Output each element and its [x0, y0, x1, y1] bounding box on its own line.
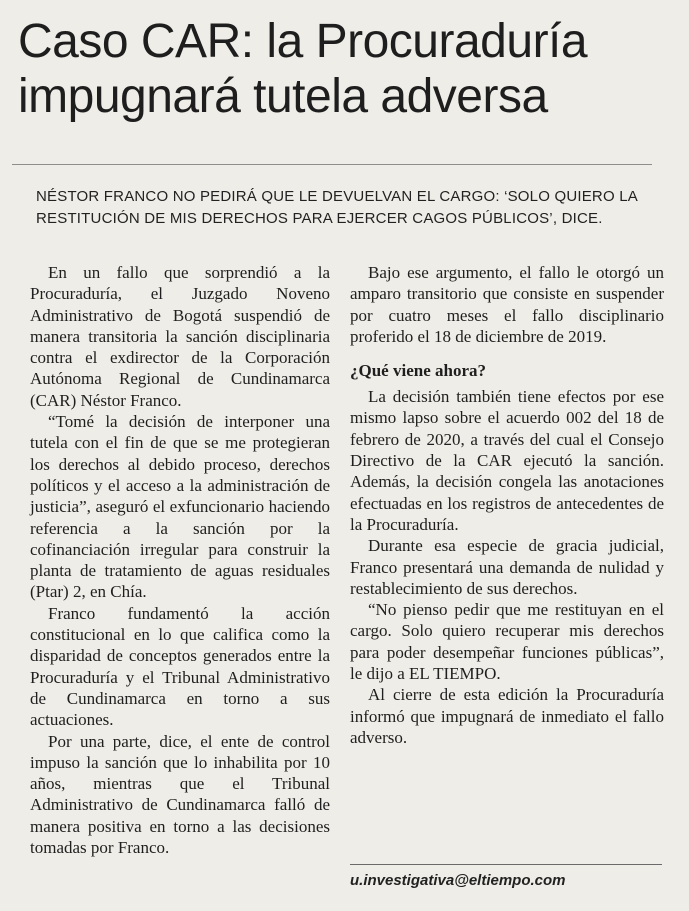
article-deck: NÉSTOR FRANCO NO PEDIRÁ QUE LE DEVUELVAN EL CARGO: ‘SOLO QUIERO LA RESTITUCIÓN DE MIS DERECHOS PARA EJERCER CAGOS PÚBLICOS’, DICE. [36, 188, 638, 227]
body-paragraph: Bajo ese argumento, el fallo le otorgó un amparo transitorio que consiste en suspender por cuatro meses el fallo disciplinario proferido el 18 de diciembre de 2019. [350, 263, 664, 346]
body-paragraph: En un fallo que sorprendió a la Procuraduría, el Juzgado Noveno Administrativo de Bogotá suspendió de manera transitoria la sanción disciplinaria contra el exdirector de la Corporación Autónoma Regional de Cundinamarca (CAR) Néstor Franco. [30, 263, 330, 410]
body-paragraph: Por una parte, dice, el ente de control impuso la sanción que lo inhabilita por 10 años, mientras que el Tribunal Administrativo de Cundinamarca falló de manera positiva en torno a las decisiones tomadas por Franco. [30, 731, 330, 858]
section-subheading: ¿Qué viene ahora? [350, 361, 486, 381]
article-headline: Caso CAR: la Procuraduría impugnará tutela adversa [18, 15, 588, 123]
body-paragraph: La decisión también tiene efectos por ese mismo lapso sobre el acuerdo 002 del 18 de febrero de 2020, a través del cual el Consejo Directivo de la CAR ejecutó la sanción. Además, la decisión congela las anotaciones efectuadas en los registros de antecedentes de la Procuraduría. [350, 387, 664, 534]
article-column-left [30, 262, 330, 858]
body-paragraph: Durante esa especie de gracia judicial, Franco presentará una demanda de nulidad y restablecimiento de sus derechos. [350, 536, 664, 598]
body-paragraph: “No pienso pedir que me restituyan en el cargo. Solo quiero recuperar mis derechos para poder desempeñar funciones públicas”, le dijo a EL TIEMPO. [350, 600, 664, 684]
body-paragraph: “Tomé la decisión de interponer una tutela con el fin de que se me protegieran los derechos al debido proceso, derechos políticos y el acceso a la administración de justicia”, aseguró el exfuncionario haciendo referencia a la sanción por la cofinanciación irregular para construir la planta de tratamiento de aguas residuales (Ptar) 2, en Chía. [30, 412, 330, 602]
author-byline: u.investigativa@eltiempo.com [350, 872, 566, 889]
body-paragraph: Al cierre de esta edición la Procuraduría informó que impugnará de inmediato el fallo adverso. [350, 685, 664, 747]
article-column-right [350, 262, 664, 748]
byline-divider [350, 864, 662, 865]
headline-divider [12, 164, 652, 165]
body-paragraph: Franco fundamentó la acción constitucional en lo que califica como la disparidad de conceptos generados entre la Procuraduría y el Tribunal Administrativo de Cundinamarca en torno a sus actuaciones. [30, 603, 330, 730]
